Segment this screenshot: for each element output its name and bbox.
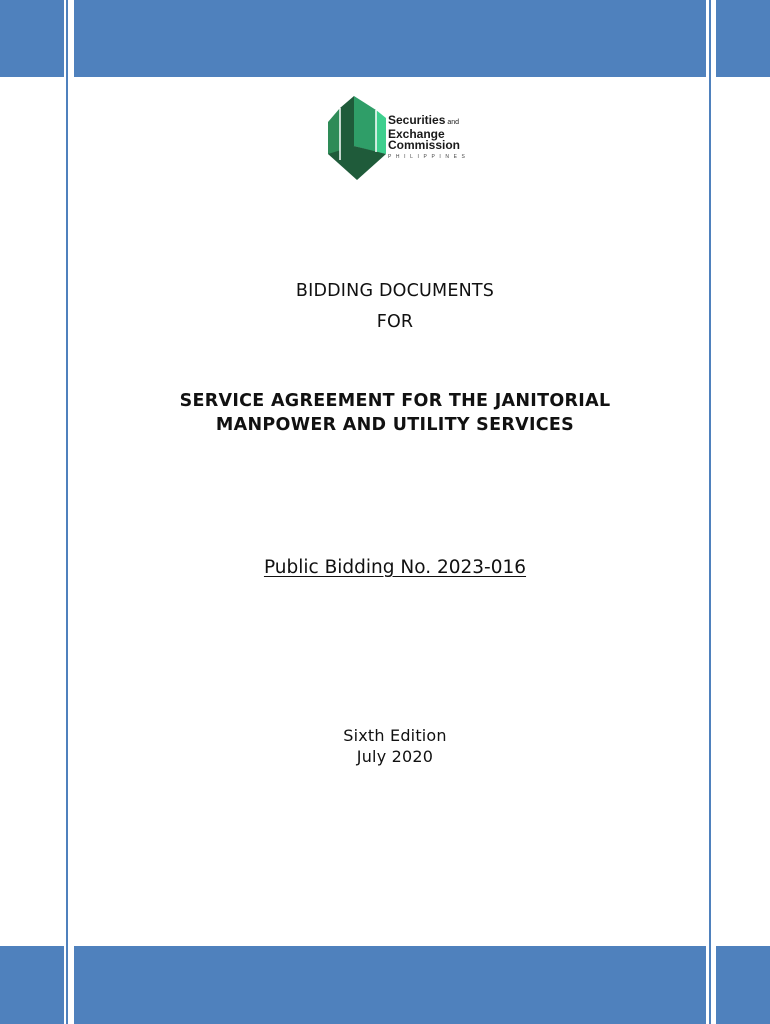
project-title-line-2: MANPOWER AND UTILITY SERVICES bbox=[215, 415, 575, 435]
bottom-right-band bbox=[716, 946, 770, 1024]
edition: Sixth Edition bbox=[343, 726, 447, 745]
logo-word-commission: Commission bbox=[388, 138, 461, 152]
bottom-band bbox=[74, 946, 706, 1024]
bottom-left-band bbox=[0, 946, 64, 1024]
right-border-line bbox=[709, 0, 711, 1024]
logo-word-exchange: Exchange bbox=[388, 126, 445, 141]
edition-date: July 2020 bbox=[356, 747, 434, 766]
top-right-band bbox=[716, 0, 770, 77]
sec-logo-mark bbox=[326, 94, 388, 182]
sec-logo-text bbox=[388, 115, 469, 160]
heading-line-2: FOR bbox=[376, 312, 414, 332]
project-title-line-1: SERVICE AGREEMENT FOR THE JANITORIAL bbox=[179, 391, 611, 411]
top-band bbox=[74, 0, 706, 77]
left-border-line bbox=[66, 0, 68, 1024]
logo-country: PHILIPPINES bbox=[388, 153, 470, 160]
logo-right-face bbox=[354, 96, 376, 152]
bid-reference: Public Bidding No. 2023-016 bbox=[263, 557, 527, 578]
logo-word-securities: Securities bbox=[388, 113, 446, 127]
logo-right-panel bbox=[376, 110, 386, 154]
logo-word-and: and bbox=[447, 119, 460, 126]
top-left-band bbox=[0, 0, 64, 77]
heading-line-1: BIDDING DOCUMENTS bbox=[295, 281, 495, 301]
